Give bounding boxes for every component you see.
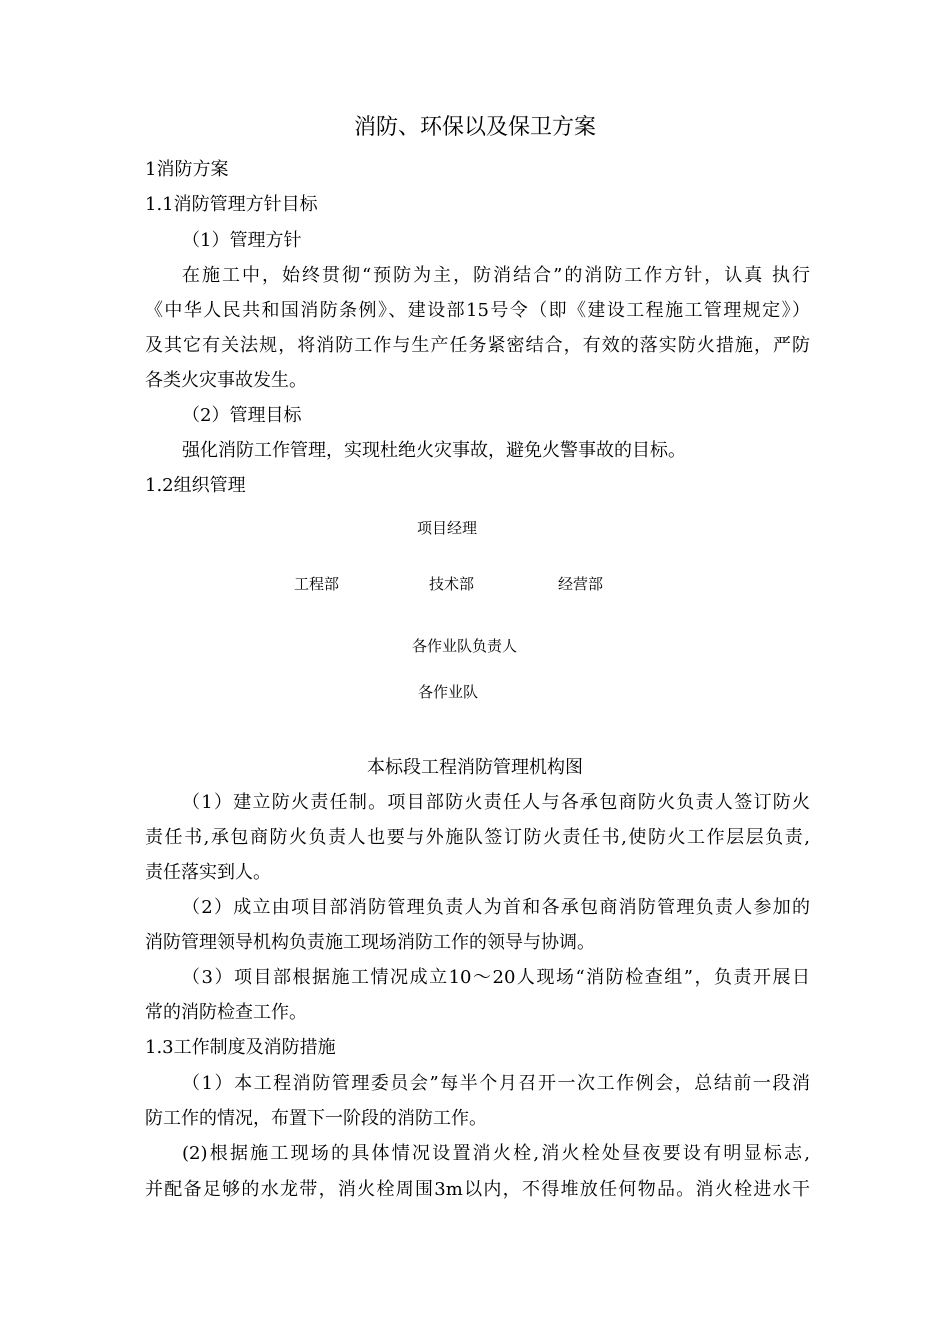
paragraph-line: 《中华人民共和国消防条例》、建设部15号令（即《建设工程施工管理规定》） [145, 300, 810, 321]
paragraph-line: 及其它有关法规，将消防工作与生产任务紧密结合，有效的落实防火措施，严防 [145, 335, 810, 356]
paragraph-line: 责任落实到人。 [145, 862, 271, 883]
org-node-engineering-dept: 工程部 [294, 575, 340, 593]
paragraph-line: 消防管理领导机构负责施工现场消防工作的领导与协调。 [145, 932, 595, 953]
subheading-management-goal: （2）管理目标 [182, 405, 302, 426]
paragraph-line: 常的消防检查工作。 [145, 1002, 307, 1023]
org-node-project-manager: 项目经理 [417, 519, 478, 537]
org-node-team-leaders: 各作业队负责人 [412, 637, 518, 655]
paragraph-line: 责任书,承包商防火负责人也要与外施队签订防火责任书,使防火工作层层负责, [145, 827, 810, 848]
org-chart-caption: 本标段工程消防管理机构图 [367, 757, 583, 778]
heading-1-2: 1.2组织管理 [145, 475, 246, 496]
org-node-teams: 各作业队 [418, 683, 479, 701]
org-node-technical-dept: 技术部 [429, 575, 475, 593]
heading-1-3: 1.3工作制度及消防措施 [145, 1037, 336, 1058]
heading-1: 1消防方案 [145, 159, 229, 180]
paragraph-line: (2)根据施工现场的具体情况设置消火栓,消火栓处昼夜要设有明显标志, [182, 1143, 810, 1164]
org-node-business-dept: 经营部 [558, 575, 604, 593]
paragraph-line: （2）成立由项目部消防管理负责人为首和各承包商消防管理负责人参加的 [182, 897, 810, 918]
paragraph-line: 并配备足够的水龙带，消火栓周围3m以内，不得堆放任何物品。消火栓进水干 [145, 1179, 810, 1200]
subheading-management-policy: （1）管理方针 [182, 230, 302, 251]
paragraph-line: 强化消防工作管理，实现杜绝火灾事故，避免火警事故的目标。 [182, 440, 686, 461]
paragraph-line: （1）本工程消防管理委员会”每半个月召开一次工作例会，总结前一段消 [182, 1073, 810, 1094]
paragraph-line: （3）项目部根据施工情况成立10～20人现场“消防检查组”，负责开展日 [182, 967, 810, 988]
paragraph-line: （1）建立防火责任制。项目部防火责任人与各承包商防火负责人签订防火 [182, 792, 810, 813]
heading-1-1: 1.1消防管理方针目标 [145, 194, 318, 215]
paragraph-line: 防工作的情况，布置下一阶段的消防工作。 [145, 1108, 487, 1129]
paragraph-line: 各类火灾事故发生。 [145, 370, 307, 391]
paragraph-line: 在施工中，始终贯彻“预防为主，防消结合”的消防工作方针，认真 执行 [182, 265, 810, 286]
document-title: 消防、环保以及保卫方案 [353, 115, 596, 140]
